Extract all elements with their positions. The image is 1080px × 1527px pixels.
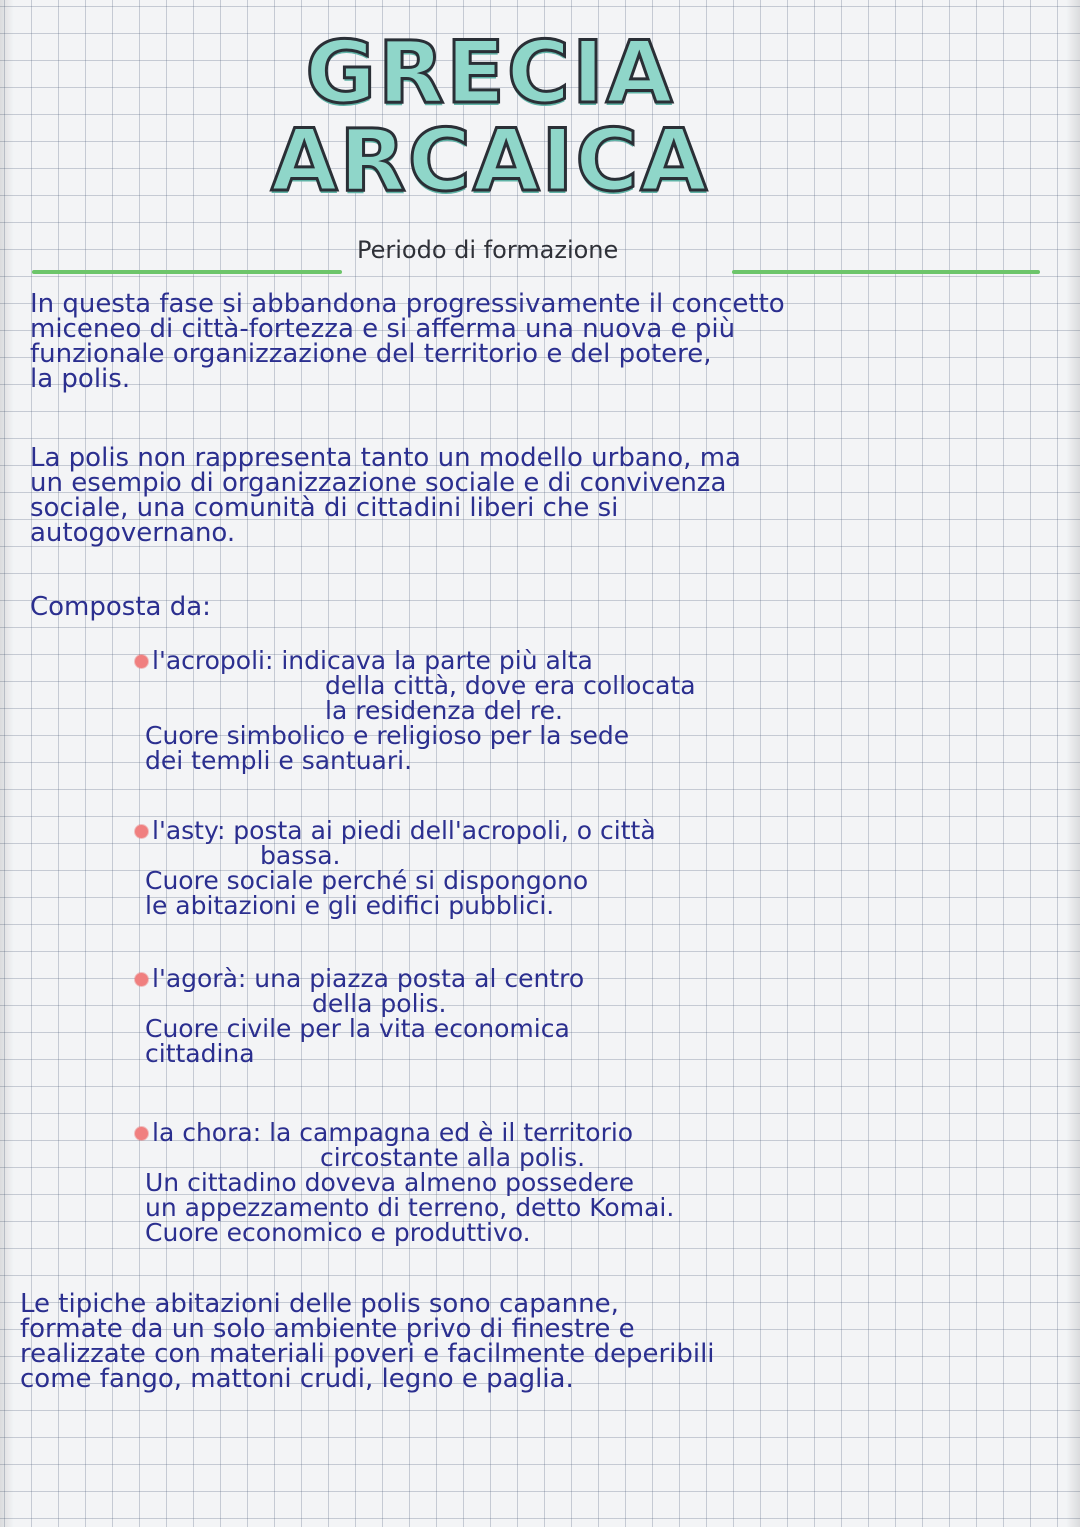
bullet-dot <box>135 825 148 838</box>
bullet-line: Un cittadino doveva almeno possedere <box>145 1168 635 1197</box>
paragraph-line: realizzate con materiali poveri e facilmente deperibili <box>20 1339 715 1369</box>
bullet-line: cittadina <box>145 1039 255 1068</box>
paragraph-abitazioni <box>20 1289 1060 1394</box>
bullet-line: la chora: la campagna ed è il territorio <box>152 1118 634 1147</box>
title-line-2: ARCAICA <box>270 111 710 211</box>
bullet-line: Cuore economico e produttivo. <box>145 1218 531 1247</box>
paragraph-polis <box>30 443 1030 548</box>
bullet-dot <box>135 973 148 986</box>
section-heading: Periodo di formazione <box>357 236 619 264</box>
paragraph-line: funzionale organizzazione del territorio e del potere, <box>30 339 712 369</box>
bullet-chora <box>135 1120 674 1245</box>
paragraph-line: la polis. <box>30 364 131 394</box>
section-header <box>32 236 1040 286</box>
bullet-dot <box>135 1127 148 1140</box>
paragraph-line: Le tipiche abitazioni delle polis sono capanne, <box>20 1289 619 1319</box>
bullet-line: l'asty: posta ai piedi dell'acropoli, o città <box>152 816 656 845</box>
bullet-line: circostante alla polis. <box>320 1143 586 1172</box>
bullet-dot <box>135 655 148 668</box>
bullet-line: della città, dove era collocata <box>325 671 696 700</box>
bullet-line: l'acropoli: indicava la parte più alta <box>152 646 593 675</box>
section-rule-right <box>732 270 1040 274</box>
paragraph-line: La polis non rappresenta tanto un modello urbano, ma <box>30 443 741 473</box>
paragraph-line: miceneo di città-fortezza e si afferma una nuova e più <box>30 314 736 344</box>
paragraph-line: come fango, mattoni crudi, legno e paglia. <box>20 1364 574 1394</box>
title-line-1: GRECIA <box>305 23 675 123</box>
paragraph-line: In questa fase si abbandona progressivamente il concetto <box>30 289 785 319</box>
bullet-line: bassa. <box>260 841 341 870</box>
bullet-line: dei templi e santuari. <box>145 746 413 775</box>
bullet-line: Cuore sociale perché si dispongono <box>145 866 589 895</box>
paragraph-line: sociale, una comunità di cittadini liberi che si <box>30 493 619 523</box>
bullet-line: le abitazioni e gli edifici pubblici. <box>145 891 555 920</box>
bullet-line: l'agorà: una piazza posta al centro <box>152 964 585 993</box>
bullet-line: Cuore simbolico e religioso per la sede <box>145 721 630 750</box>
page-edge-shadow-left <box>0 0 14 1527</box>
paragraph-line: un esempio di organizzazione sociale e di convivenza <box>30 468 727 498</box>
composta-label: Composta da: <box>30 592 211 622</box>
bullet-line: Cuore civile per la vita economica <box>145 1014 570 1043</box>
page-edge-shadow-right <box>1066 0 1080 1527</box>
section-rule-left <box>32 270 342 274</box>
paragraph-line: autogovernano. <box>30 518 236 548</box>
bullet-line: un appezzamento di terreno, detto Komai. <box>145 1193 675 1222</box>
page-title <box>160 23 820 211</box>
bullet-asty <box>135 818 656 918</box>
bullet-line: della polis. <box>312 989 447 1018</box>
bullet-acropoli <box>135 648 696 773</box>
bullet-line: la residenza del re. <box>325 696 563 725</box>
paragraph-line: formate da un solo ambiente privo di finestre e <box>20 1314 635 1344</box>
paragraph-intro <box>30 289 1030 394</box>
bullet-agora <box>135 966 584 1066</box>
